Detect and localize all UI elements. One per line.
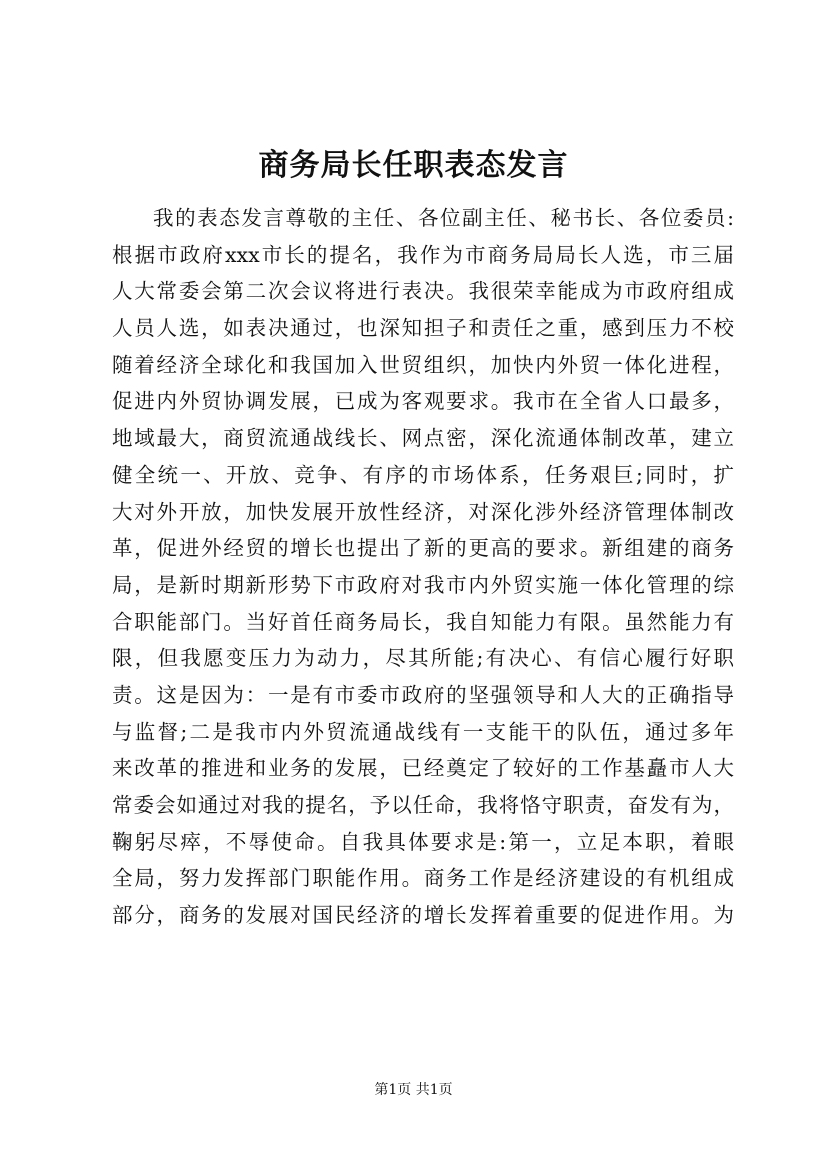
page-number-footer: 第1页 共1页 — [374, 1082, 453, 1098]
body-line: 促进内外贸协调发展，已成为客观要求。我市在全省人口最多， — [112, 389, 734, 414]
body-line: 常委会如通过对我的提名，予以任命，我将恪守职责，奋发有为， — [112, 793, 734, 817]
body-line: 部分，商务的发展对国民经济的增长发挥着重要的促进作用。为 — [112, 903, 734, 928]
document-title: 商务局长任职表态发言 — [258, 148, 569, 183]
body-line: 与监督;二是我市内外贸流通战线有一支能干的队伍，通过多年 — [112, 719, 734, 744]
document-body — [112, 200, 734, 934]
body-line: 合职能部门。当好首任商务局长，我自知能力有限。虽然能力有 — [112, 609, 734, 634]
body-line: 健全统一、开放、竞争、有序的市场体系，任务艰巨;同时，扩 — [112, 462, 734, 487]
body-line: 来改革的推进和业务的发展，已经奠定了较好的工作基矗市人大 — [112, 756, 734, 781]
body-line: 人员人选，如表决通过，也深知担子和责任之重，感到压力不校 — [112, 316, 734, 341]
body-line: 人大常委会第二次会议将进行表决。我很荣幸能成为市政府组成 — [112, 279, 734, 304]
body-line: 限，但我愿变压力为动力，尽其所能;有决心、有信心履行好职 — [112, 646, 734, 671]
body-line: 大对外开放，加快发展开放性经济，对深化涉外经济管理体制改 — [112, 499, 734, 524]
body-line: 全局，努力发挥部门职能作用。商务工作是经济建设的有机组成 — [112, 866, 734, 891]
body-line: 随着经济全球化和我国加入世贸组织，加快内外贸一体化进程， — [112, 352, 734, 377]
body-line: 我的表态发言尊敬的主任、各位副主任、秘书长、各位委员: — [153, 206, 734, 230]
body-line: 根据市政府xxx市长的提名，我作为市商务局局长人选，市三届 — [112, 242, 734, 267]
body-line: 革，促进外经贸的增长也提出了新的更高的要求。新组建的商务 — [112, 536, 734, 561]
body-line: 局，是新时期新形势下市政府对我市内外贸实施一体化管理的综 — [112, 572, 734, 597]
body-line: 鞠躬尽瘁，不辱使命。自我具体要求是:第一，立足本职，着眼 — [112, 829, 734, 854]
body-line: 责。这是因为：一是有市委市政府的坚强领导和人大的正确指导 — [112, 682, 734, 707]
body-line: 地域最大，商贸流通战线长、网点密，深化流通体制改革，建立 — [112, 426, 734, 451]
